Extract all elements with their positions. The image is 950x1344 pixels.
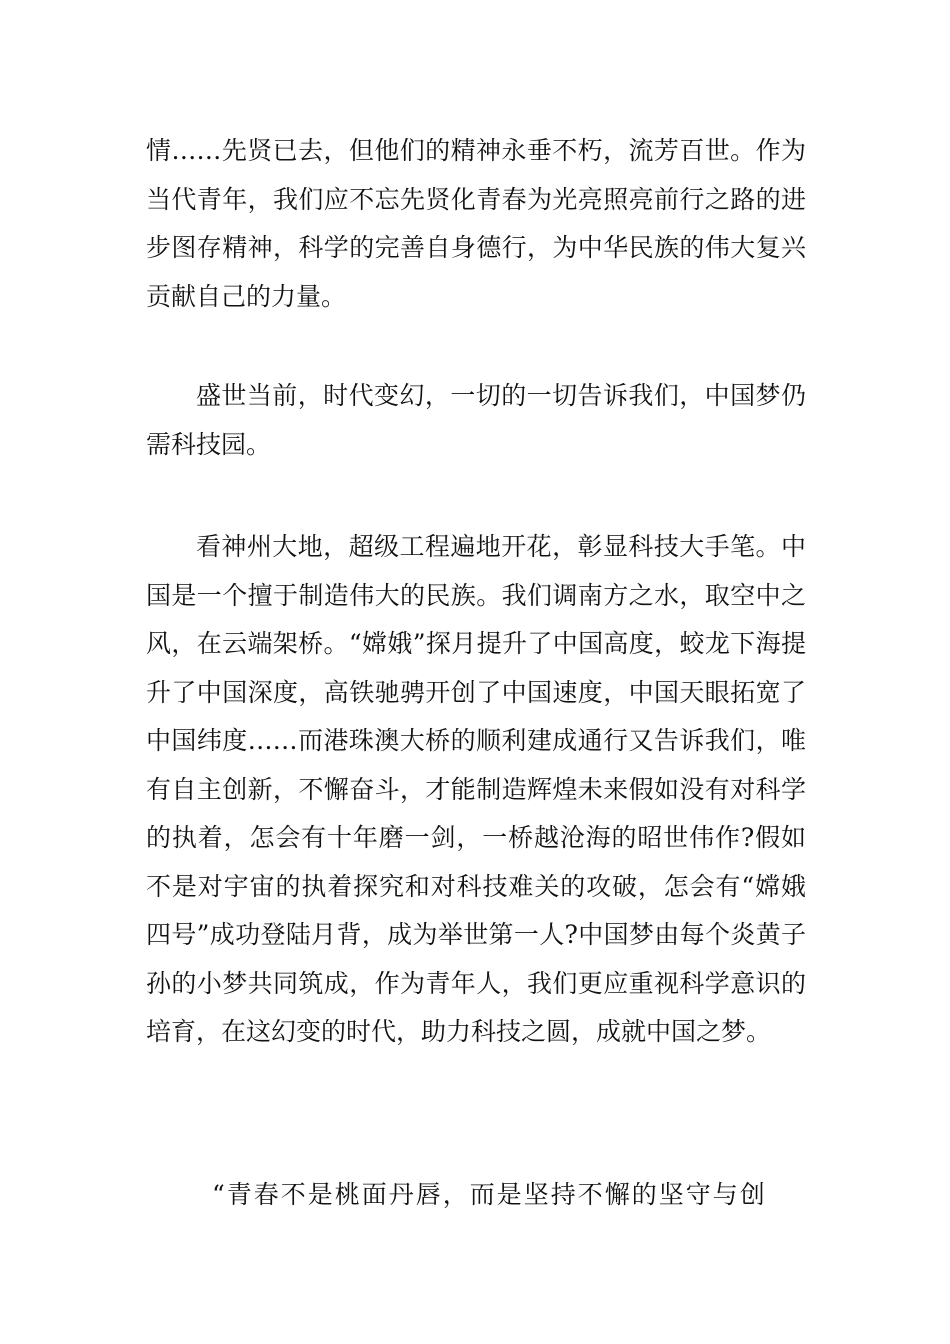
paragraph-china-engineering: 看神州大地，超级工程遍地开花，彰显科技大手笔。中国是一个擅于制造伟大的民族。我们调南方之水，取空中之风，在云端架桥。“嫦娥”探月提升了中国高度，蛟龙下海提升了中国深度，高铁驰骋开创了中国速度，中国天眼拓宽了中国纬度……而港珠澳大桥的顺利建成通行又告诉我们，唯有自主创新，不懈奋斗，才能制造辉煌未来假如没有对科学的执着，怎会有十年磨一剑，一桥越沧海的昭世伟作?假如不是对宇宙的执着探究和对科技难关的攻破，怎会有“嫦娥四号”成功登陆月背，成为举世第一人?中国梦由每个炎黄子孙的小梦共同筑成，作为青年人，我们更应重视科学意识的培育，在这幻变的时代，助力科技之圆，成就中国之梦。 xyxy=(146,532,806,1046)
paragraph-era: 盛世当前，时代变幻，一切的一切告诉我们，中国梦仍需科技园。 xyxy=(146,381,806,459)
paragraph-continuation: 情……先贤已去，但他们的精神永垂不朽，流芳百世。作为当代青年，我们应不忘先贤化青春为光亮照亮前行之路的进步图存精神，科学的完善自身德行，为中华民族的伟大复兴贡献自己的力量。 xyxy=(146,136,806,311)
paragraph-youth-quote: “青春不是桃面丹唇，而是坚持不懈的坚守与创 xyxy=(212,1180,767,1209)
